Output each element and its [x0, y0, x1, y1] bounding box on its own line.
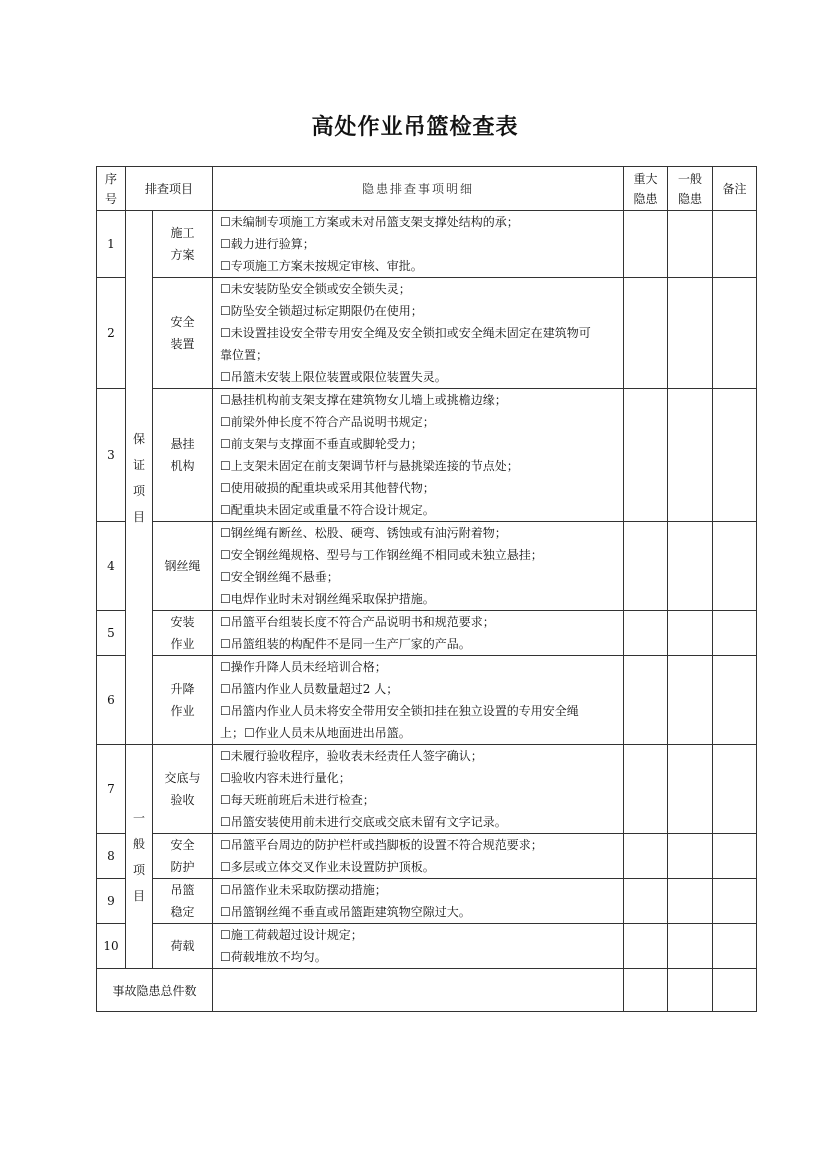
major-hazard-cell[interactable]: [624, 879, 668, 924]
remark-cell[interactable]: [713, 211, 757, 278]
general-hazard-cell[interactable]: [668, 834, 713, 879]
remark-cell[interactable]: [713, 611, 757, 656]
table-row: [97, 924, 757, 969]
general-hazard-cell[interactable]: [668, 389, 713, 522]
hazard-details: ☐未安装防坠安全锁或安全锁失灵； ☐防坠安全锁超过标定期限仍在使用； ☐未设置挂设安全带专用安全绳及安全锁扣或安全绳未固定在建筑物可 靠位置； ☐吊篮未安装上限位装置或限位装置失灵。: [213, 278, 624, 389]
check-item: 施工 方案: [153, 211, 213, 278]
remark-cell[interactable]: [713, 834, 757, 879]
hazard-details: ☐钢丝绳有断丝、松股、硬弯、锈蚀或有油污附着物； ☐安全钢丝绳规格、型号与工作钢丝绳不相同或未独立悬挂； ☐安全钢丝绳不悬垂； ☐电焊作业时未对钢丝绳采取保护措施。: [213, 522, 624, 611]
remark-cell[interactable]: [713, 879, 757, 924]
check-item: 升降 作业: [153, 656, 213, 745]
row-number: 9: [97, 879, 126, 924]
hazard-details: ☐未履行验收程序，验收表未经责任人签字确认； ☐验收内容未进行量化； ☐每天班前班后未进行检查； ☐吊篮安装使用前未进行交底或交底未留有文字记录。: [213, 745, 624, 834]
table-header-row: [97, 167, 757, 211]
header-detail: 隐患排查事项明细: [213, 167, 624, 211]
row-number: 4: [97, 522, 126, 611]
row-number: 2: [97, 278, 126, 389]
header-general-hazard: 一般 隐患: [668, 167, 713, 211]
general-hazard-cell[interactable]: [668, 611, 713, 656]
major-hazard-cell[interactable]: [624, 522, 668, 611]
hazard-details: ☐吊篮平台组装长度不符合产品说明书和规范要求； ☐吊篮组装的构配件不是同一生产厂家的产品。: [213, 611, 624, 656]
hazard-details: ☐悬挂机构前支架支撑在建筑物女儿墙上或挑檐边缘； ☐前梁外伸长度不符合产品说明书规定； ☐前支架与支撑面不垂直或脚轮受力； ☐上支架未固定在前支架调节杆与悬挑梁连接的节点处； ☐使用破损的配重块或采用其他替代物； ☐配重块未固定或重量不符合设计规定。: [213, 389, 624, 522]
remark-cell[interactable]: [713, 278, 757, 389]
major-hazard-cell[interactable]: [624, 611, 668, 656]
total-row: [97, 969, 757, 1012]
check-item: 安全 装置: [153, 278, 213, 389]
hazard-details: ☐吊篮作业未采取防摆动措施； ☐吊篮钢丝绳不垂直或吊篮距建筑物空隙过大。: [213, 879, 624, 924]
check-item: 钢丝绳: [153, 522, 213, 611]
general-hazard-cell[interactable]: [668, 745, 713, 834]
general-hazard-cell[interactable]: [668, 924, 713, 969]
check-item: 安全 防护: [153, 834, 213, 879]
hazard-details: ☐吊篮平台周边的防护栏杆或挡脚板的设置不符合规范要求； ☐多层或立体交叉作业未设置防护顶板。: [213, 834, 624, 879]
general-hazard-cell[interactable]: [668, 522, 713, 611]
remark-cell[interactable]: [713, 656, 757, 745]
major-hazard-cell[interactable]: [624, 278, 668, 389]
category-general: 一 般 项 目: [126, 745, 153, 969]
check-item: 荷载: [153, 924, 213, 969]
total-label: 事故隐患总件数: [97, 969, 213, 1012]
major-hazard-cell[interactable]: [624, 211, 668, 278]
category-guarantee: 保 证 项 目: [126, 211, 153, 745]
remark-cell[interactable]: [713, 745, 757, 834]
major-hazard-cell[interactable]: [624, 389, 668, 522]
row-number: 3: [97, 389, 126, 522]
hazard-details: ☐操作升降人员未经培训合格； ☐吊篮内作业人员数量超过2 人； ☐吊篮内作业人员未将安全带用安全锁扣挂在独立设置的专用安全绳 上；☐作业人员未从地面进出吊篮。: [213, 656, 624, 745]
major-hazard-cell[interactable]: [624, 834, 668, 879]
row-number: 1: [97, 211, 126, 278]
total-major-cell[interactable]: [624, 969, 668, 1012]
general-hazard-cell[interactable]: [668, 656, 713, 745]
table-row: [97, 656, 757, 745]
check-item: 吊篮 稳定: [153, 879, 213, 924]
major-hazard-cell[interactable]: [624, 924, 668, 969]
row-number: 8: [97, 834, 126, 879]
header-remark: 备注: [713, 167, 757, 211]
hazard-details: ☐未编制专项施工方案或未对吊篮支架支撑处结构的承； ☐载力进行验算； ☐专项施工方案未按规定审核、审批。: [213, 211, 624, 278]
check-item: 悬挂 机构: [153, 389, 213, 522]
row-number: 7: [97, 745, 126, 834]
row-number: 5: [97, 611, 126, 656]
header-major-hazard: 重大 隐患: [624, 167, 668, 211]
inspection-table: [96, 166, 757, 1012]
table-row: [97, 834, 757, 879]
table-row: [97, 389, 757, 522]
row-number: 6: [97, 656, 126, 745]
total-detail-cell[interactable]: [213, 969, 624, 1012]
remark-cell[interactable]: [713, 924, 757, 969]
general-hazard-cell[interactable]: [668, 879, 713, 924]
general-hazard-cell[interactable]: [668, 211, 713, 278]
check-item: 安装 作业: [153, 611, 213, 656]
remark-cell[interactable]: [713, 389, 757, 522]
major-hazard-cell[interactable]: [624, 656, 668, 745]
table-row: [97, 611, 757, 656]
row-number: 10: [97, 924, 126, 969]
general-hazard-cell[interactable]: [668, 278, 713, 389]
remark-cell[interactable]: [713, 522, 757, 611]
table-row: [97, 745, 757, 834]
table-row: [97, 879, 757, 924]
table-row: [97, 211, 757, 278]
total-remark-cell[interactable]: [713, 969, 757, 1012]
page-title: 高处作业吊篮检查表: [311, 114, 519, 140]
header-check-items: 排查项目: [126, 167, 213, 211]
header-no: 序 号: [97, 167, 126, 211]
total-general-cell[interactable]: [668, 969, 713, 1012]
hazard-details: ☐施工荷载超过设计规定； ☐荷载堆放不均匀。: [213, 924, 624, 969]
table-row: [97, 522, 757, 611]
check-item: 交底与 验收: [153, 745, 213, 834]
table-row: [97, 278, 757, 389]
major-hazard-cell[interactable]: [624, 745, 668, 834]
